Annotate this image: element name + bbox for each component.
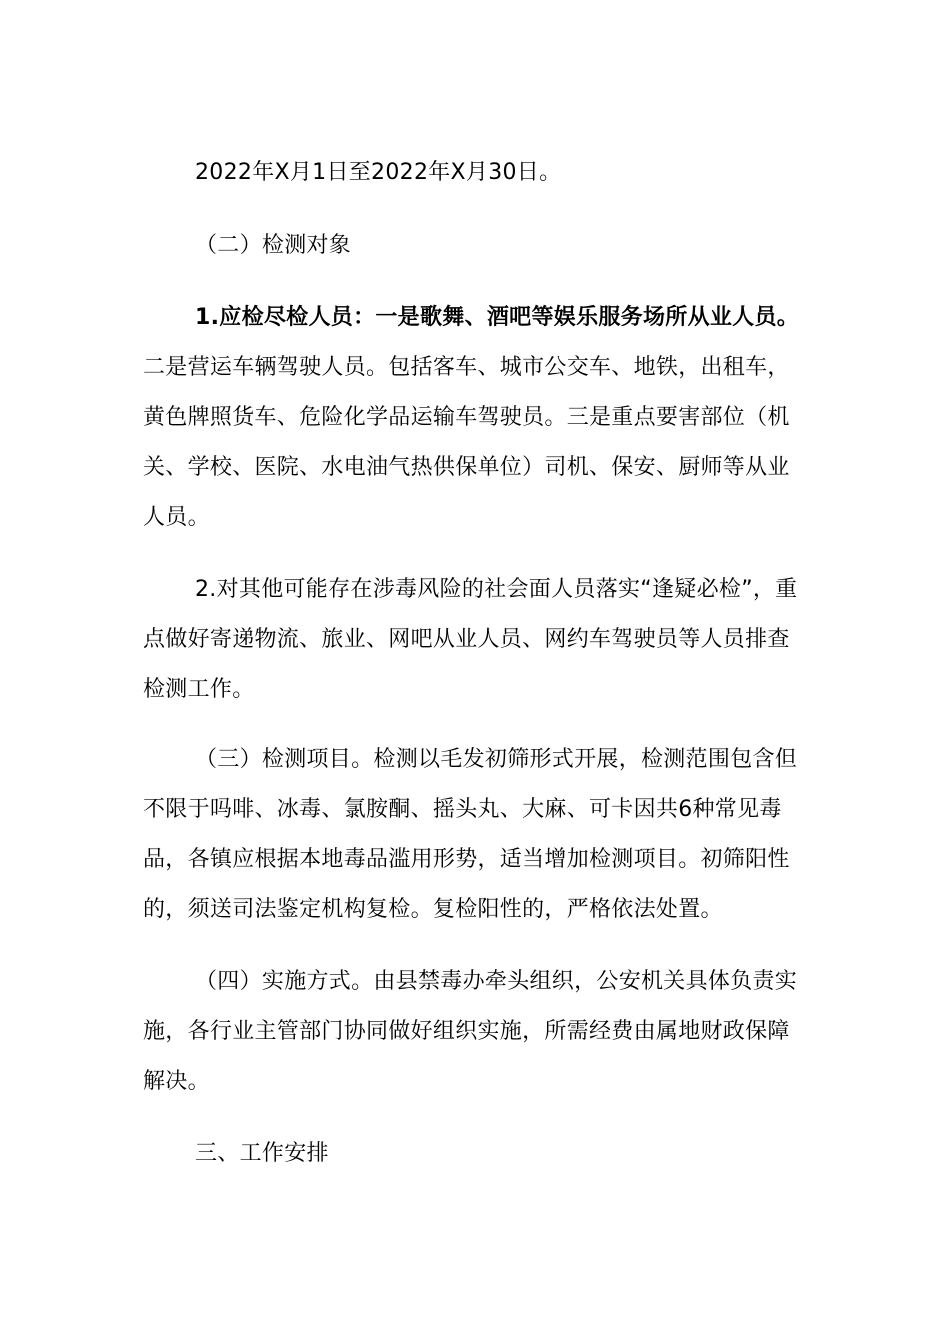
section-heading: 三、工作安排 [195,1141,329,1166]
text-line: 2.对其他可能存在涉毒风险的社会面人员落实“逢疑必检”，重 [195,577,798,602]
text-line: 检测工作。 [143,677,255,702]
text-line: 品，各镇应根据本地毒品滥用形势，适当增加检测项目。初筛阳性 [143,847,790,872]
text-line: 不限于吗啡、冰毒、氯胺酮、摇头丸、大麻、可卡因共6种常见毒 [143,797,782,822]
text-line: 二是营运车辆驾驶人员。包括客车、城市公交车、地铁，出租车， [143,355,790,380]
text-line: 点做好寄递物流、旅业、网吧从业人员、网约车驾驶员等人员排查 [143,627,790,652]
text-line: 黄色牌照货车、危险化学品运输车驾驶员。三是重点要害部位（机 [143,405,790,430]
paragraph-bold-lead: 1.应检尽检人员：一是歌舞、酒吧等娱乐服务场所从业人员。 [195,305,800,330]
text-line: 关、学校、医院、水电油气热供保单位）司机、保安、厨师等从业 [143,455,790,480]
text-line: 人员。 [143,505,210,530]
section-heading: （二）检测对象 [195,233,352,258]
text-line: （四）实施方式。由县禁毒办牵头组织，公安机关具体负责实 [195,969,798,994]
text-line: 施，各行业主管部门协同做好组织实施，所需经费由属地财政保障 [143,1019,790,1044]
text-line: （三）检测项目。检测以毛发初筛形式开展，检测范围包含但 [195,747,798,772]
text-line: 2022年X月1日至2022年X月30日。 [195,160,562,185]
text-line: 的，须送司法鉴定机构复检。复检阳性的，严格依法处置。 [143,897,723,922]
text-line: 解决。 [143,1069,210,1094]
